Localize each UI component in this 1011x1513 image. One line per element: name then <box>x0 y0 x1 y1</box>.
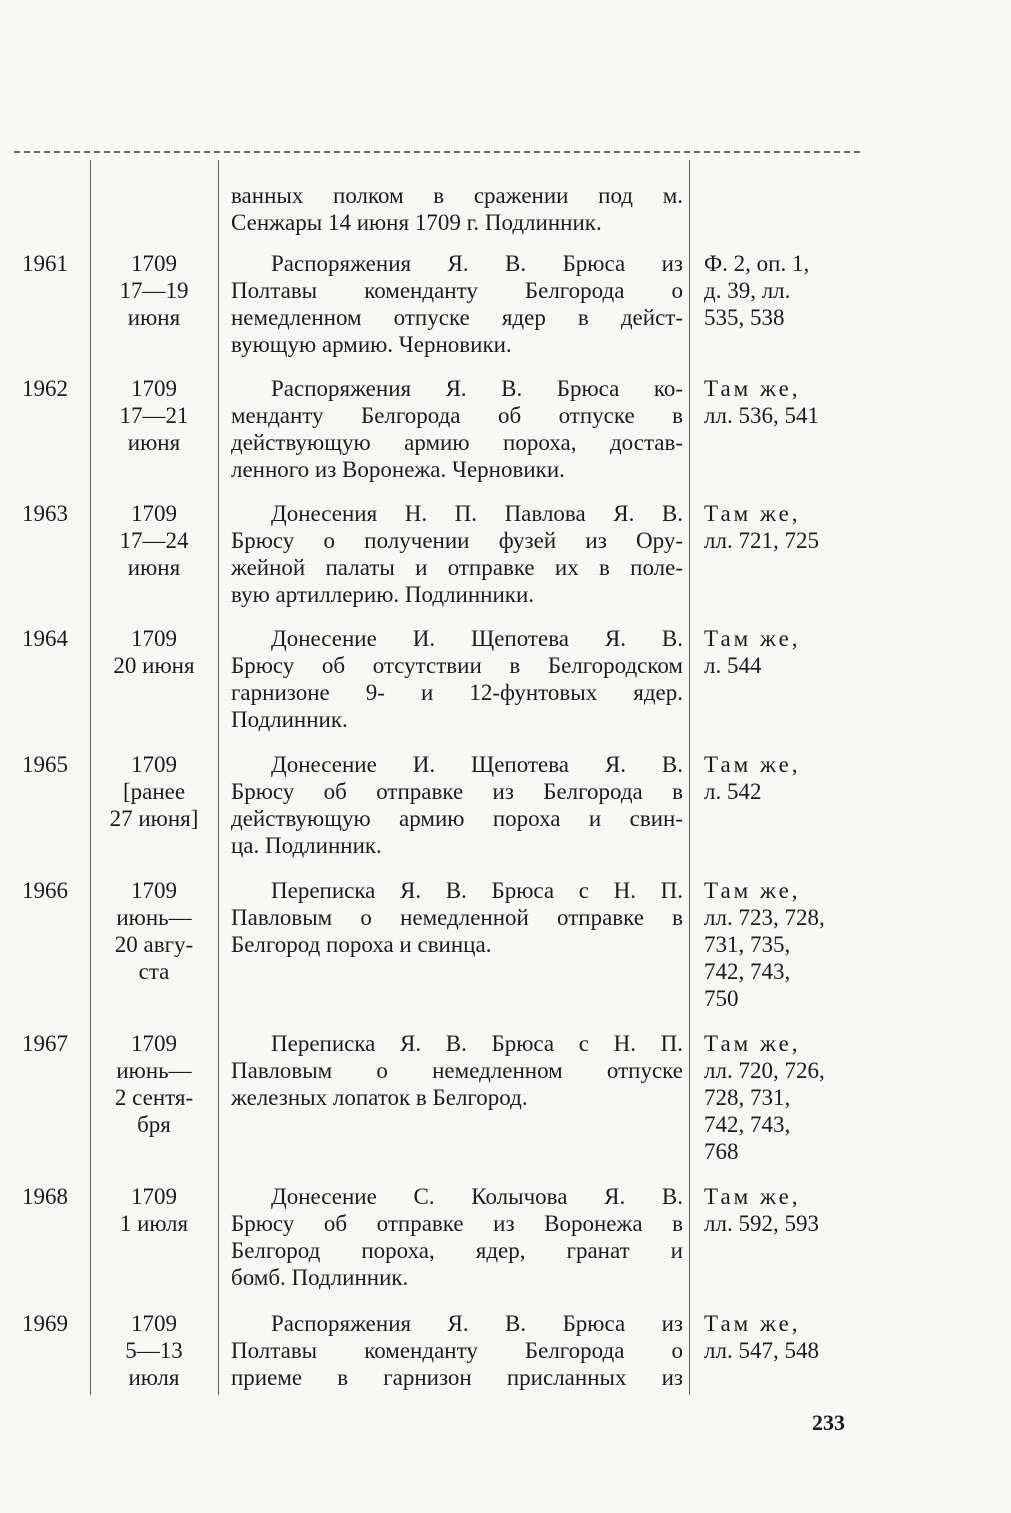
entry-number: 1965 <box>22 752 68 777</box>
desc-line: Белгород пороха, ядер, гранат и <box>231 1238 683 1263</box>
desc-line: приеме в гарнизон присланных из <box>231 1365 683 1390</box>
reference-line: 742, 743, <box>704 1112 791 1137</box>
entry-number: 1964 <box>22 626 68 651</box>
desc-line: железных лопаток в Белгород. <box>231 1085 528 1110</box>
desc-line: жейной палаты и отправке их в поле- <box>231 555 683 580</box>
desc-line: Донесения Н. П. Павлова Я. В. <box>271 501 683 526</box>
desc-line: бомб. Подлинник. <box>231 1265 409 1290</box>
desc-line: немедленном отпуске ядер в дейст- <box>231 305 683 330</box>
entry-archive-reference <box>704 751 864 805</box>
entry-archive-reference <box>704 877 864 1012</box>
date-line: ста <box>138 959 170 984</box>
desc-line: Полтавы коменданту Белгорода о <box>231 278 683 303</box>
entry-number: 1967 <box>22 1031 68 1056</box>
date-line: 1709 <box>131 376 177 401</box>
date-line: 17—19 <box>119 278 189 303</box>
entry-archive-reference <box>704 250 864 331</box>
entry-date <box>96 1310 212 1391</box>
entry-archive-reference <box>704 500 864 554</box>
entry-archive-reference <box>704 1310 864 1364</box>
desc-line: вующую армию. Черновики. <box>231 332 512 357</box>
date-line: 1709 <box>131 1184 177 1209</box>
reference-line: Там же, <box>704 878 801 903</box>
entry-archive-reference <box>704 625 864 679</box>
desc-line: ленного из Воронежа. Черновики. <box>231 457 565 482</box>
desc-line: Переписка Я. В. Брюса с Н. П. <box>271 878 683 903</box>
desc-line: Павловым о немедленном отпуске <box>231 1058 683 1083</box>
desc-line: Павловым о немедленной отправке в <box>231 905 683 930</box>
date-line: 1709 <box>131 1031 177 1056</box>
date-line: 1709 <box>131 251 177 276</box>
desc-line: ца. Подлинник. <box>231 833 382 858</box>
entry-date <box>96 500 212 581</box>
continuation-description <box>231 182 683 236</box>
entry-number: 1968 <box>22 1184 68 1209</box>
entry-archive-reference <box>704 1030 864 1165</box>
reference-line: 535, 538 <box>704 305 785 330</box>
date-line: 5—13 <box>125 1338 183 1363</box>
date-line: бря <box>137 1112 171 1137</box>
reference-line: Там же, <box>704 1311 801 1336</box>
reference-line: л. 542 <box>704 779 762 804</box>
reference-line: 728, 731, <box>704 1085 791 1110</box>
entry-number: 1966 <box>22 878 68 903</box>
reference-line: Там же, <box>704 752 801 777</box>
entry-description <box>231 625 683 733</box>
desc-line: Брюсу об отправке из Воронежа в <box>231 1211 683 1236</box>
entry-date <box>96 1030 212 1138</box>
entry-number: 1962 <box>22 376 68 401</box>
date-line: июня <box>127 555 181 580</box>
entry-date <box>96 877 212 985</box>
entry-number: 1963 <box>22 501 68 526</box>
entry-number: 1969 <box>22 1311 68 1336</box>
date-line: [ранее <box>122 779 186 804</box>
entry-description <box>231 375 683 483</box>
reference-line: 731, 735, <box>704 932 791 957</box>
reference-line: лл. 721, 725 <box>704 528 819 553</box>
reference-line: лл. 720, 726, <box>704 1058 825 1083</box>
column-rule-2 <box>218 160 219 1395</box>
entry-date <box>96 1183 212 1237</box>
desc-line: Брюсу о получении фузей из Ору- <box>231 528 683 553</box>
desc-line: Полтавы коменданту Белгорода о <box>231 1338 683 1363</box>
reference-line: Ф. 2, оп. 1, <box>704 251 810 276</box>
desc-line: Распоряжения Я. В. Брюса из <box>271 251 683 276</box>
reference-line: Там же, <box>704 1031 801 1056</box>
desc-line: ванных полком в сражении под м. <box>231 183 683 208</box>
date-line: июня <box>127 430 181 455</box>
desc-line: Донесение С. Колычова Я. В. <box>271 1184 683 1209</box>
entry-number: 1961 <box>22 251 68 276</box>
page-number: 233 <box>812 1410 845 1435</box>
entry-description <box>231 250 683 358</box>
reference-line: лл. 536, 541 <box>704 403 819 428</box>
reference-line: 742, 743, <box>704 959 791 984</box>
desc-line: Сенжары 14 июня 1709 г. Подлинник. <box>231 210 602 235</box>
entry-description <box>231 1183 683 1291</box>
desc-line: вую артиллерию. Подлинники. <box>231 582 535 607</box>
reference-line: лл. 592, 593 <box>704 1211 819 1236</box>
date-line: 1709 <box>131 501 177 526</box>
date-line: 17—24 <box>119 528 189 553</box>
date-line: 1709 <box>131 752 177 777</box>
desc-line: менданту Белгорода об отпуске в <box>231 403 683 428</box>
reference-line: д. 39, лл. <box>704 278 791 303</box>
column-rule-3 <box>689 160 690 1395</box>
entry-date <box>96 250 212 331</box>
date-line: 1709 <box>131 878 177 903</box>
desc-line: Донесение И. Щепотева Я. В. <box>271 626 683 651</box>
desc-line: Распоряжения Я. В. Брюса из <box>271 1311 683 1336</box>
entry-date <box>96 625 212 679</box>
entry-description <box>231 1030 683 1111</box>
date-line: 1 июля <box>119 1211 189 1236</box>
date-line: 27 июня] <box>109 806 199 831</box>
desc-line: Брюсу об отправке из Белгорода в <box>231 779 683 804</box>
reference-line: Там же, <box>704 376 801 401</box>
desc-line: действующую армию пороха и свин- <box>231 806 683 831</box>
reference-line: лл. 547, 548 <box>704 1338 819 1363</box>
reference-line: Там же, <box>704 626 801 651</box>
entry-description <box>231 751 683 859</box>
date-line: 20 июня <box>113 653 195 678</box>
entry-date <box>96 375 212 456</box>
top-rule <box>14 151 860 153</box>
date-line: июнь— <box>116 1058 192 1083</box>
entry-archive-reference <box>704 375 864 429</box>
entry-description <box>231 1310 683 1391</box>
reference-line: 768 <box>704 1139 739 1164</box>
desc-line: действующую армию пороха, достав- <box>231 430 683 455</box>
entry-description <box>231 877 683 958</box>
entry-archive-reference <box>704 1183 864 1237</box>
desc-line: Переписка Я. В. Брюса с Н. П. <box>271 1031 683 1056</box>
reference-line: Там же, <box>704 501 801 526</box>
desc-line: гарнизоне 9- и 12-фунтовых ядер. <box>231 680 683 705</box>
date-line: июнь— <box>116 905 192 930</box>
date-line: 1709 <box>131 1311 177 1336</box>
date-line: 20 авгу- <box>114 932 194 957</box>
desc-line: Донесение И. Щепотева Я. В. <box>271 752 683 777</box>
reference-line: 750 <box>704 986 739 1011</box>
date-line: 1709 <box>131 626 177 651</box>
desc-line: Распоряжения Я. В. Брюса ко- <box>271 376 683 401</box>
desc-line: Подлинник. <box>231 707 348 732</box>
desc-line: Брюсу об отсутствии в Белгородском <box>231 653 683 678</box>
date-line: июля <box>128 1365 180 1390</box>
reference-line: лл. 723, 728, <box>704 905 825 930</box>
reference-line: Там же, <box>704 1184 801 1209</box>
column-rule-1 <box>90 160 91 1395</box>
desc-line: Белгород пороха и свинца. <box>231 932 492 957</box>
date-line: июня <box>127 305 181 330</box>
entry-description <box>231 500 683 608</box>
entry-date <box>96 751 212 832</box>
date-line: 17—21 <box>119 403 189 428</box>
reference-line: л. 544 <box>704 653 762 678</box>
date-line: 2 сентя- <box>114 1085 194 1110</box>
